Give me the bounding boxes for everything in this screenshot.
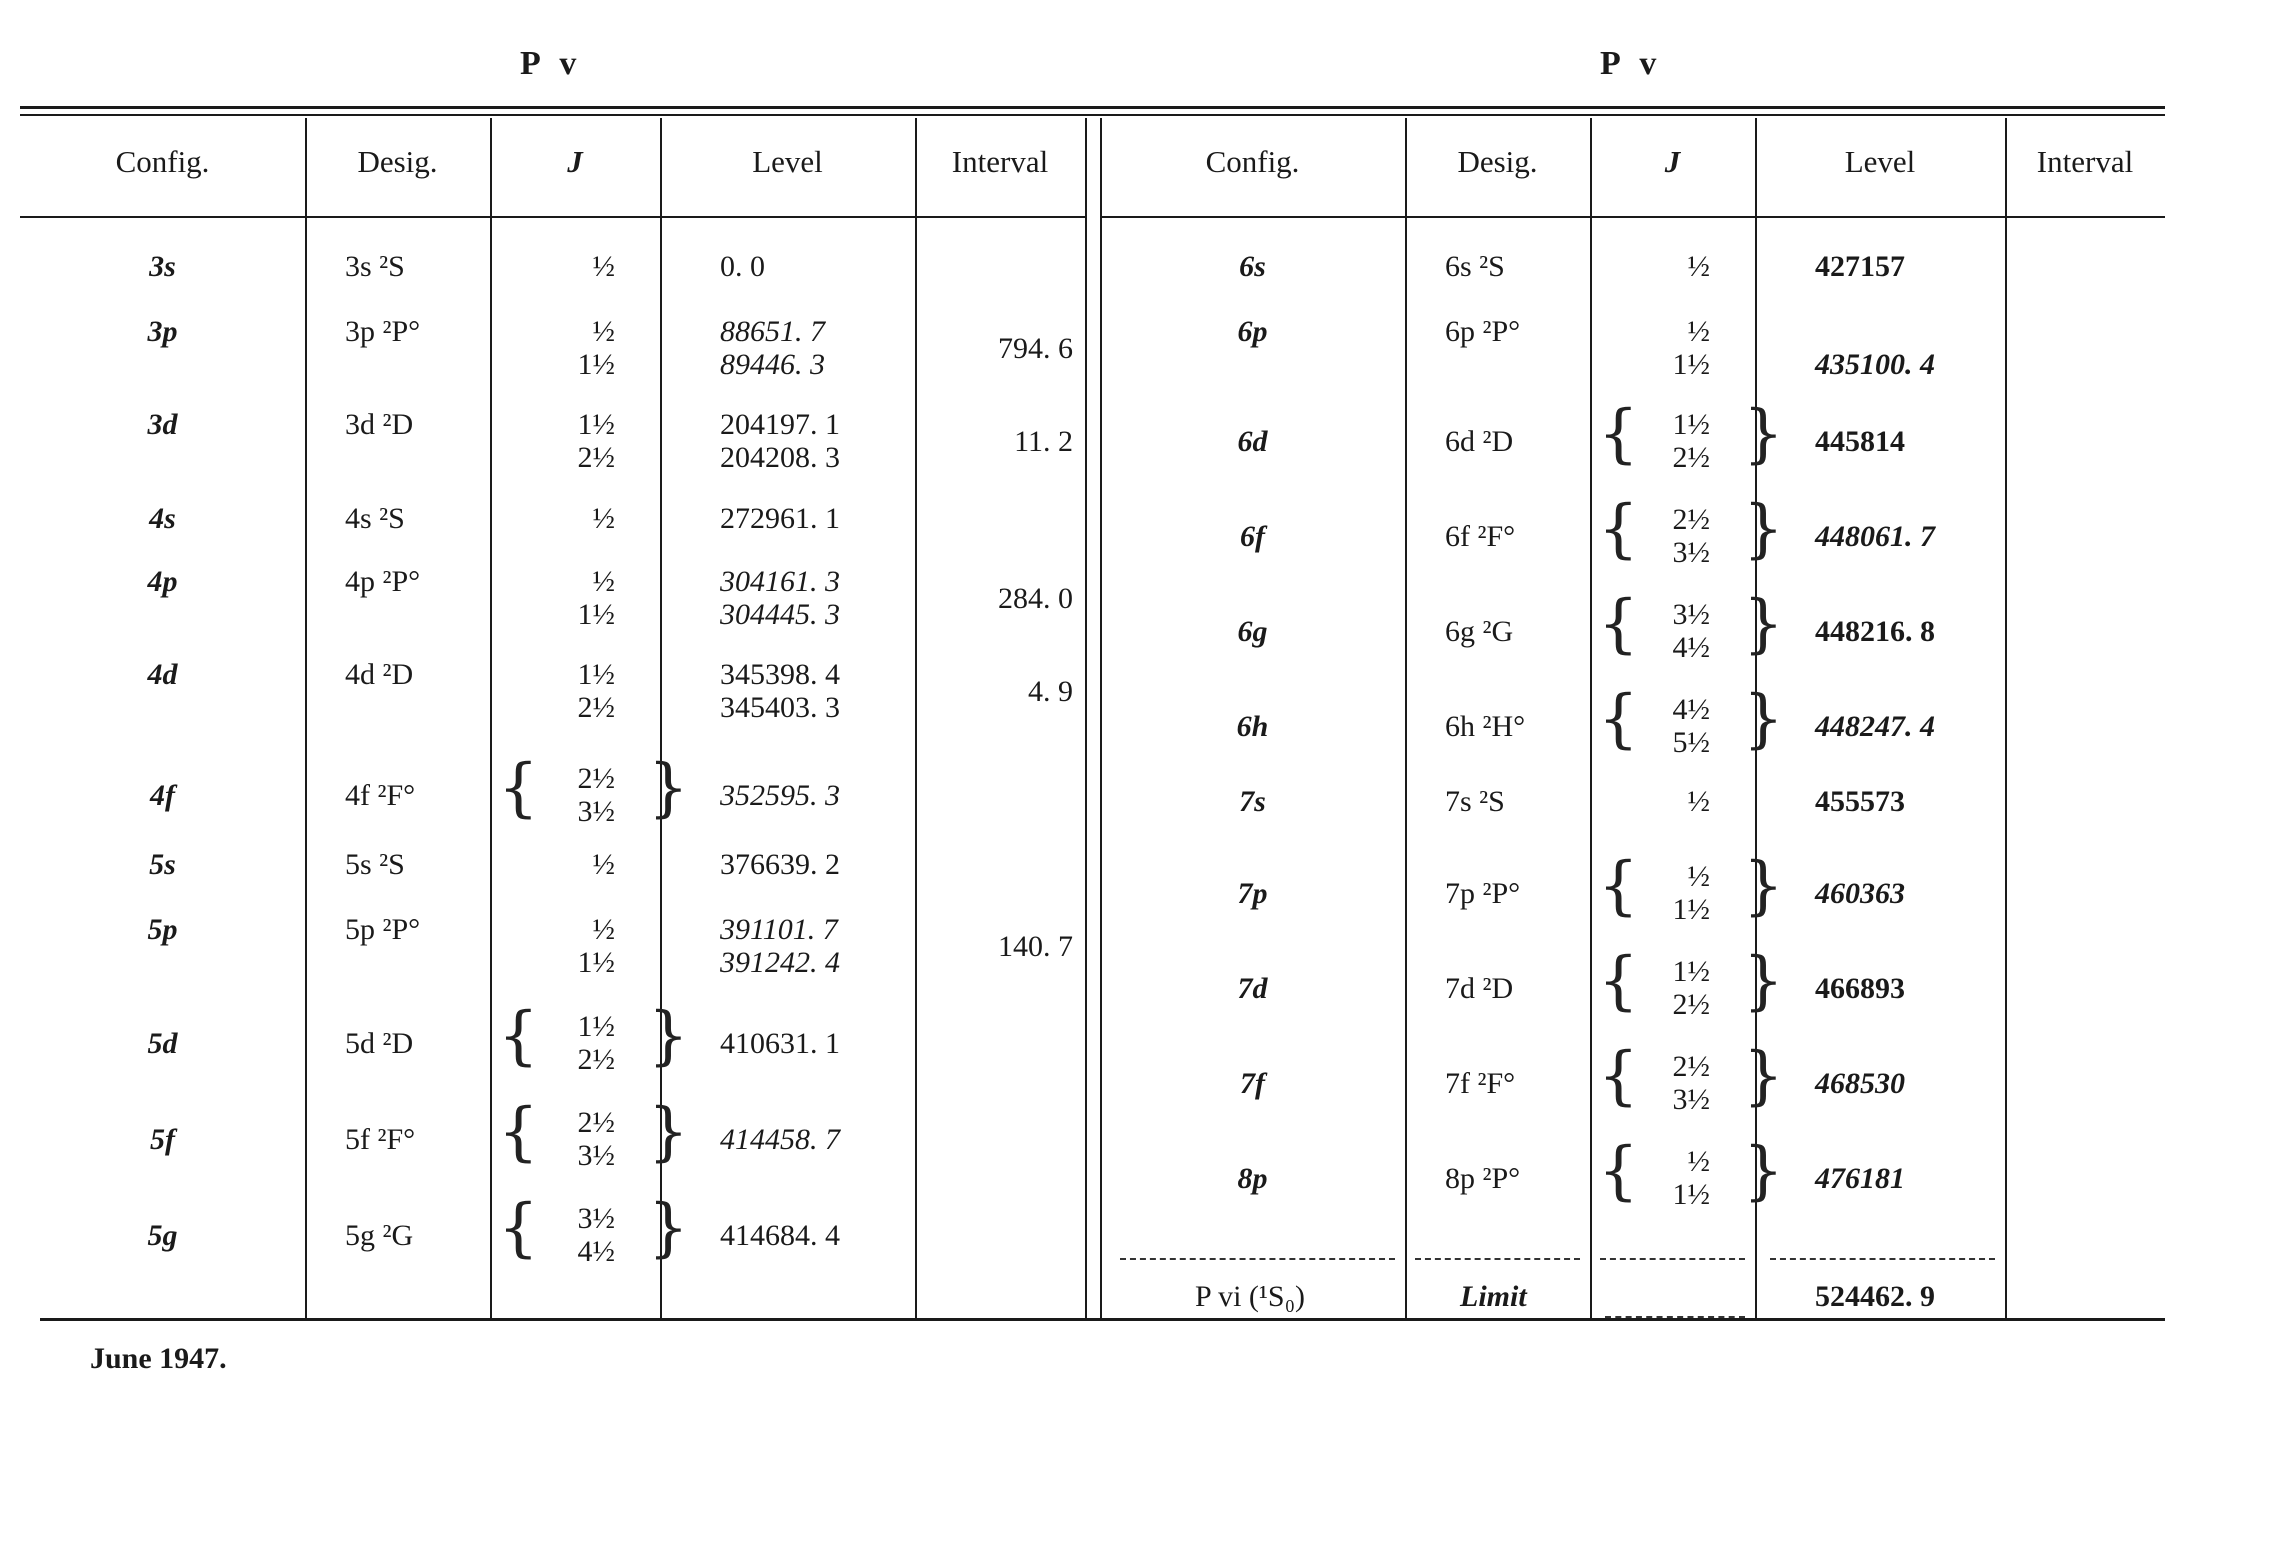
- right-level-value: 435100. 4: [1815, 348, 1935, 381]
- right-designation: 6s ²S: [1445, 250, 1505, 283]
- right-designation: 7s ²S: [1445, 785, 1505, 818]
- right-designation: 6g ²G: [1445, 615, 1514, 648]
- left-level-value: 88651. 7: [720, 315, 825, 348]
- right-designation: 6p ²P°: [1445, 315, 1521, 348]
- left-header-level: Level: [752, 144, 823, 179]
- right-open-brace: {: [1598, 682, 1639, 756]
- right-j-value: 4½: [1672, 693, 1710, 726]
- left-config-3s: 3s: [149, 250, 176, 283]
- right-close-brace: }: [1743, 944, 1784, 1018]
- left-designation: 5g ²G: [345, 1219, 414, 1252]
- right-close-brace: }: [1743, 492, 1784, 566]
- left-designation: 4p ²P°: [345, 565, 421, 598]
- left-level-value: 414458. 7: [720, 1123, 840, 1156]
- left-config-3d: 3d: [147, 408, 178, 441]
- left-j-value: 4½: [577, 1235, 615, 1268]
- right-header-j: J: [1664, 144, 1681, 179]
- right-level-value: 448061. 7: [1815, 520, 1935, 553]
- top-rule-1: [20, 106, 2165, 109]
- right-j-value: 1½: [1672, 408, 1710, 441]
- left-j-value: 1½: [577, 348, 615, 381]
- right-open-brace: {: [1598, 944, 1639, 1018]
- left-j-value: 1½: [577, 946, 615, 979]
- left-designation: 3s ²S: [345, 250, 405, 283]
- left-open-brace: {: [498, 1191, 539, 1265]
- left-j-value: 3½: [577, 795, 615, 828]
- right-j-value: ½: [1687, 250, 1710, 283]
- left-config-3p: 3p: [147, 315, 178, 348]
- left-j-value: 2½: [577, 1106, 615, 1139]
- right-j-value: 3½: [1672, 1083, 1710, 1116]
- left-config-5f: 5f: [150, 1123, 175, 1156]
- left-interval-value: 4. 9: [1028, 675, 1073, 708]
- left-designation: 4s ²S: [345, 502, 405, 535]
- right-close-brace: }: [1743, 682, 1784, 756]
- right-level-value: 445814: [1815, 425, 1905, 458]
- left-j-value: 2½: [577, 1043, 615, 1076]
- right-j-value: 3½: [1672, 598, 1710, 631]
- right-config-7d: 7d: [1237, 972, 1268, 1005]
- column-divider: [915, 118, 917, 1318]
- left-j-value: 3½: [577, 1202, 615, 1235]
- left-j-value: 1½: [577, 658, 615, 691]
- right-level-value: 455573: [1815, 785, 1905, 818]
- left-close-brace: }: [648, 999, 689, 1073]
- separator-dashed-line: [1600, 1258, 1745, 1260]
- column-divider: [305, 118, 307, 1318]
- left-open-brace: {: [498, 999, 539, 1073]
- right-open-brace: {: [1598, 1134, 1639, 1208]
- left-j-value: ½: [592, 913, 615, 946]
- right-j-value: 2½: [1672, 503, 1710, 536]
- left-j-value: ½: [592, 502, 615, 535]
- right-designation: 7d ²D: [1445, 972, 1514, 1005]
- left-header-desig: Desig.: [357, 144, 438, 179]
- right-close-brace: }: [1743, 849, 1784, 923]
- right-open-brace: {: [1598, 587, 1639, 661]
- right-j-value: ½: [1687, 315, 1710, 348]
- right-j-value: 1½: [1672, 893, 1710, 926]
- right-j-value: 2½: [1672, 988, 1710, 1021]
- right-config-7p: 7p: [1237, 877, 1268, 910]
- left-level-value: 204208. 3: [720, 441, 840, 474]
- separator-dashed-line: [1120, 1258, 1395, 1260]
- right-config-6s: 6s: [1239, 250, 1266, 283]
- right-level-value: 476181: [1815, 1162, 1905, 1195]
- right-j-value: ½: [1687, 1145, 1710, 1178]
- right-header-level: Level: [1844, 144, 1916, 179]
- left-j-value: ½: [592, 250, 615, 283]
- bottom-rule: [40, 1318, 2165, 1321]
- left-config-4d: 4d: [147, 658, 178, 691]
- right-j-value: 3½: [1672, 536, 1710, 569]
- left-interval-value: 794. 6: [998, 332, 1073, 365]
- right-designation: 8p ²P°: [1445, 1162, 1521, 1195]
- left-level-value: 272961. 1: [720, 502, 840, 535]
- left-j-value: 1½: [577, 1010, 615, 1043]
- left-interval-value: 284. 0: [998, 582, 1073, 615]
- right-config-8p: 8p: [1237, 1162, 1268, 1195]
- left-open-brace: {: [498, 751, 539, 825]
- right-config-7f: 7f: [1240, 1067, 1265, 1100]
- left-j-value: 2½: [577, 691, 615, 724]
- left-open-brace: {: [498, 1095, 539, 1169]
- left-config-5g: 5g: [147, 1219, 178, 1252]
- left-level-value: 391242. 4: [720, 946, 840, 979]
- right-config-6d: 6d: [1237, 425, 1268, 458]
- left-level-value: 410631. 1: [720, 1027, 840, 1060]
- right-config-6h: 6h: [1236, 710, 1269, 743]
- left-level-value: 414684. 4: [720, 1219, 840, 1252]
- left-level-value: 89446. 3: [720, 348, 825, 381]
- right-level-value: 448247. 4: [1815, 710, 1935, 743]
- left-config-5p: 5p: [147, 913, 178, 946]
- left-j-value: ½: [592, 848, 615, 881]
- right-level-value: 468530: [1815, 1067, 1905, 1100]
- left-level-value: 352595. 3: [720, 779, 840, 812]
- header-rule-left: [20, 216, 1085, 218]
- right-open-brace: {: [1598, 492, 1639, 566]
- left-level-value: 391101. 7: [720, 913, 838, 946]
- left-designation: 4f ²F°: [345, 779, 416, 812]
- right-table-title: P v: [1600, 45, 1663, 82]
- right-j-value: 2½: [1672, 1050, 1710, 1083]
- left-level-value: 304445. 3: [720, 598, 840, 631]
- right-header-desig: Desig.: [1457, 144, 1538, 179]
- left-config-4s: 4s: [149, 502, 176, 535]
- limit-j-dashed-line: [1605, 1316, 1745, 1318]
- left-level-value: 345398. 4: [720, 658, 840, 691]
- left-level-value: 376639. 2: [720, 848, 840, 881]
- right-close-brace: }: [1743, 1134, 1784, 1208]
- right-config-6g: 6g: [1237, 615, 1268, 648]
- limit-label: Limit: [1460, 1280, 1527, 1313]
- left-j-value: 3½: [577, 1139, 615, 1172]
- right-level-value: 460363: [1815, 877, 1905, 910]
- left-level-value: 345403. 3: [720, 691, 840, 724]
- right-j-value: ½: [1687, 785, 1710, 818]
- right-designation: 7p ²P°: [1445, 877, 1521, 910]
- right-j-value: 1½: [1672, 1178, 1710, 1211]
- right-config-6f: 6f: [1240, 520, 1265, 553]
- left-header-j: J: [567, 144, 583, 179]
- left-j-value: ½: [592, 565, 615, 598]
- right-j-value: 5½: [1672, 726, 1710, 759]
- right-designation: 6d ²D: [1445, 425, 1514, 458]
- left-j-value: ½: [592, 315, 615, 348]
- right-j-value: 1½: [1672, 955, 1710, 988]
- left-level-value: 304161. 3: [720, 565, 840, 598]
- left-j-value: 2½: [577, 441, 615, 474]
- left-header-interval: Interval: [951, 144, 1049, 179]
- right-header-config: Config.: [1205, 144, 1300, 179]
- left-interval-value: 11. 2: [1014, 425, 1073, 458]
- left-close-brace: }: [648, 1095, 689, 1169]
- right-j-value: 2½: [1672, 441, 1710, 474]
- right-level-value: 466893: [1815, 972, 1905, 1005]
- limit-config: P vi (¹S₀): [1195, 1280, 1306, 1313]
- right-designation: 6h ²H°: [1445, 710, 1526, 743]
- left-designation: 3p ²P°: [345, 315, 421, 348]
- left-level-value: 0. 0: [720, 250, 765, 283]
- footer-date: June 1947.: [90, 1342, 227, 1375]
- left-designation: 5d ²D: [345, 1027, 414, 1060]
- left-designation: 5p ²P°: [345, 913, 421, 946]
- right-designation: 7f ²F°: [1445, 1067, 1516, 1100]
- separator-dashed-line: [1415, 1258, 1580, 1260]
- left-j-value: 1½: [577, 598, 615, 631]
- right-config-7s: 7s: [1239, 785, 1266, 818]
- right-level-value: 427157: [1815, 250, 1905, 283]
- left-designation: 3d ²D: [345, 408, 414, 441]
- left-config-5s: 5s: [149, 848, 176, 881]
- left-j-value: 2½: [577, 762, 615, 795]
- left-designation: 4d ²D: [345, 658, 414, 691]
- column-divider: [1405, 118, 1407, 1318]
- right-open-brace: {: [1598, 397, 1639, 471]
- right-open-brace: {: [1598, 849, 1639, 923]
- left-designation: 5f ²F°: [345, 1123, 416, 1156]
- left-interval-value: 140. 7: [998, 930, 1073, 963]
- left-table-title: P v: [520, 45, 583, 82]
- right-level-value: 448216. 8: [1815, 615, 1935, 648]
- column-divider: [2005, 118, 2007, 1318]
- right-designation: 6f ²F°: [1445, 520, 1516, 553]
- left-close-brace: }: [648, 751, 689, 825]
- right-j-value: 4½: [1672, 631, 1710, 664]
- left-config-4f: 4f: [150, 779, 175, 812]
- left-config-5d: 5d: [147, 1027, 178, 1060]
- right-open-brace: {: [1598, 1039, 1639, 1113]
- top-rule-2: [20, 114, 2165, 116]
- left-close-brace: }: [648, 1191, 689, 1265]
- left-level-value: 204197. 1: [720, 408, 840, 441]
- right-j-value: 1½: [1672, 348, 1710, 381]
- left-header-config: Config.: [115, 144, 210, 179]
- right-close-brace: }: [1743, 587, 1784, 661]
- right-config-6p: 6p: [1237, 315, 1268, 348]
- right-close-brace: }: [1743, 1039, 1784, 1113]
- left-designation: 5s ²S: [345, 848, 405, 881]
- limit-level: 524462. 9: [1815, 1280, 1935, 1313]
- column-divider: [1085, 118, 1087, 1318]
- right-close-brace: }: [1743, 397, 1784, 471]
- left-j-value: 1½: [577, 408, 615, 441]
- left-config-4p: 4p: [147, 565, 178, 598]
- right-j-value: ½: [1687, 860, 1710, 893]
- separator-dashed-line: [1770, 1258, 1995, 1260]
- right-header-interval: Interval: [2036, 144, 2134, 179]
